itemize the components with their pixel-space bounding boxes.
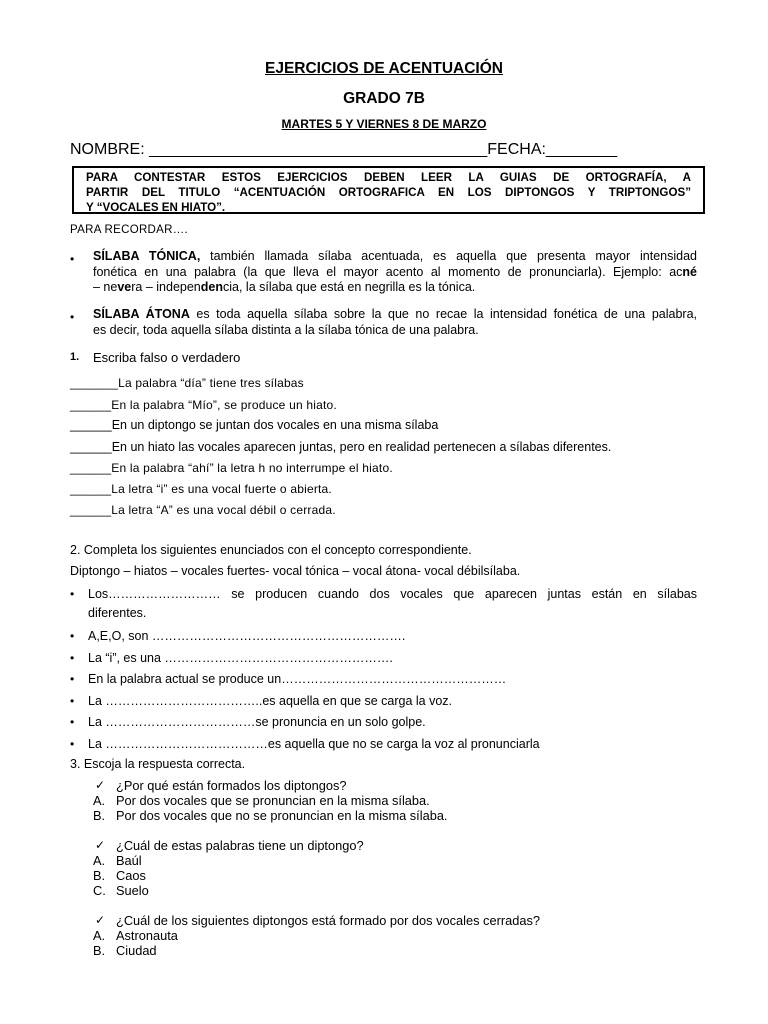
grade-label: GRADO 7B xyxy=(343,90,425,107)
checkmark-icon: ✓ xyxy=(95,838,106,852)
bullet-icon: • xyxy=(70,629,75,643)
fill-blank-item-4: En la palabra actual se produce un……………………………………………… xyxy=(88,672,507,686)
section-2-title: 2. Completa los siguientes enunciados con el concepto correspondiente. xyxy=(70,543,472,557)
question-1: ¿Por qué están formados los diptongos? xyxy=(116,778,347,793)
true-false-item-2: ______En la palabra “Mío”, se produce un hiato. xyxy=(70,398,337,412)
bullet-icon: • xyxy=(70,310,75,324)
definition-atona-text-1: es toda aquella sílaba sobre la que no recae la intensidad fonética de una palabra, xyxy=(189,307,697,321)
definition-tonica-term: SÍLABA TÓNICA, xyxy=(93,249,201,263)
bullet-icon: • xyxy=(70,672,75,686)
definition-tonica-line-3 xyxy=(93,280,697,296)
definition-atona-line-1 xyxy=(93,307,697,323)
true-false-item-3: ______En un diptongo se juntan dos vocales en una misma sílaba xyxy=(70,418,439,432)
name-date-line: NOMBRE: ______________________________________FECHA:________ xyxy=(70,141,618,158)
fill-blank-item-7: La …………………………………es aquella que no se carga la voz al pronunciarla xyxy=(88,737,540,751)
question-3-option-b-letter: B. xyxy=(93,943,106,958)
true-false-item-1: _______La palabra “día” tiene tres sílabas xyxy=(70,376,304,390)
instructions-line-3: Y “VOCALES EN HIATO”. xyxy=(86,200,226,214)
instructions-line-2: PARTIR DEL TITULO “ACENTUACIÓN ORTOGRAFICA EN LOS DIPTONGOS Y TRIPTONGOS” xyxy=(86,185,691,199)
definition-atona-line-2: es decir, toda aquella sílaba distinta a la sílaba tónica de una palabra. xyxy=(93,322,479,337)
definition-tonica-text-2a: fonética en una palabra (la que lleva el mayor acento al momento de pronunciarla). Ejemplo: ac xyxy=(93,264,683,279)
question-1-option-a-letter: A. xyxy=(93,793,106,808)
question-1-option-a: Por dos vocales que se pronuncian en la misma sílaba. xyxy=(116,793,430,808)
fill-blank-item-1-line-2: diferentes. xyxy=(88,606,147,620)
question-2-option-a-letter: A. xyxy=(93,853,106,868)
checkmark-icon: ✓ xyxy=(95,778,106,792)
question-2-option-a: Baúl xyxy=(116,853,142,868)
true-false-item-6: ______La letra “i” es una vocal fuerte o abierta. xyxy=(70,482,332,496)
bullet-icon: • xyxy=(70,587,75,601)
question-3-option-b: Ciudad xyxy=(116,943,157,958)
definition-tonica-text-3e: cia, la sílaba que está en negrilla es la tónica. xyxy=(223,280,476,294)
question-3-option-a: Astronauta xyxy=(116,928,178,943)
fill-blank-item-2: A,E,O, son ……………………………………………………. xyxy=(88,629,406,643)
definition-tonica-bold-ve: ve xyxy=(117,280,132,294)
instructions-box xyxy=(72,166,705,214)
true-false-item-7: ______La letra “A” es una vocal débil o cerrada. xyxy=(70,503,336,517)
fill-blank-item-6: La ………………………………se pronuncia en un solo golpe. xyxy=(88,715,426,729)
definition-tonica-line-1 xyxy=(93,249,697,265)
true-false-item-4: ______En un hiato las vocales aparecen juntas, pero en realidad pertenecen a sílabas diferentes. xyxy=(70,440,612,454)
para-recordar-heading: PARA RECORDAR…. xyxy=(70,224,189,236)
true-false-item-5: ______En la palabra “ahí” la letra h no interrumpe el hiato. xyxy=(70,461,393,475)
worksheet-title: EJERCICIOS DE ACENTUACIÓN xyxy=(265,60,503,77)
question-3-option-a-letter: A. xyxy=(93,928,106,943)
section-3-title: 3. Escoja la respuesta correcta. xyxy=(70,757,246,771)
fill-blank-item-5: La ………………………………..es aquella en que se carga la voz. xyxy=(88,694,453,708)
question-1-option-b-letter: B. xyxy=(93,808,106,823)
definition-tonica-text-3a: – ne xyxy=(93,280,118,294)
definition-tonica-text-1: también llamada sílaba acentuada, es aquella que presenta mayor intensidad xyxy=(200,249,697,263)
question-2-option-c-letter: C. xyxy=(93,883,106,898)
bullet-icon: • xyxy=(70,737,75,751)
question-3: ¿Cuál de los siguientes diptongos está formado por dos vocales cerradas? xyxy=(116,913,540,928)
definition-atona xyxy=(93,307,697,338)
dates-label: MARTES 5 Y VIERNES 8 DE MARZO xyxy=(281,117,487,131)
definition-atona-term: SÍLABA ÁTONA xyxy=(93,307,190,321)
definition-tonica xyxy=(93,249,697,296)
question-2-option-c: Suelo xyxy=(116,883,149,898)
question-2-option-b-letter: B. xyxy=(93,868,106,883)
definition-tonica-text-3c: ra – indepen xyxy=(131,280,201,294)
bullet-icon: • xyxy=(70,651,75,665)
question-2: ¿Cuál de estas palabras tiene un diptongo? xyxy=(116,838,364,853)
definition-tonica-line-2 xyxy=(93,265,697,281)
fill-blank-item-3: La “i”, es una ………………………………………………. xyxy=(88,651,393,665)
checkmark-icon: ✓ xyxy=(95,913,106,927)
word-bank: Diptongo – hiatos – vocales fuertes- vocal tónica – vocal átona- vocal débilsílaba. xyxy=(70,564,521,578)
definition-tonica-bold-den: den xyxy=(200,280,223,294)
instructions-line-1: PARA CONTESTAR ESTOS EJERCICIOS DEBEN LEER LA GUIAS DE ORTOGRAFÍA, A xyxy=(86,171,691,184)
bullet-icon: • xyxy=(70,252,75,266)
bullet-icon: • xyxy=(70,694,75,708)
question-2-option-b: Caos xyxy=(116,868,146,883)
question-1-option-b: Por dos vocales que no se pronuncian en la misma sílaba. xyxy=(116,808,448,823)
fill-blank-item-1-line-1: Los……………………… se producen cuando dos vocales que aparecen juntas están en sílabas xyxy=(88,587,697,601)
bullet-icon: • xyxy=(70,715,75,729)
section-1-title: Escriba falso o verdadero xyxy=(93,350,241,365)
section-1-number: 1. xyxy=(70,351,80,363)
definition-tonica-bold-ne: né xyxy=(682,264,697,279)
